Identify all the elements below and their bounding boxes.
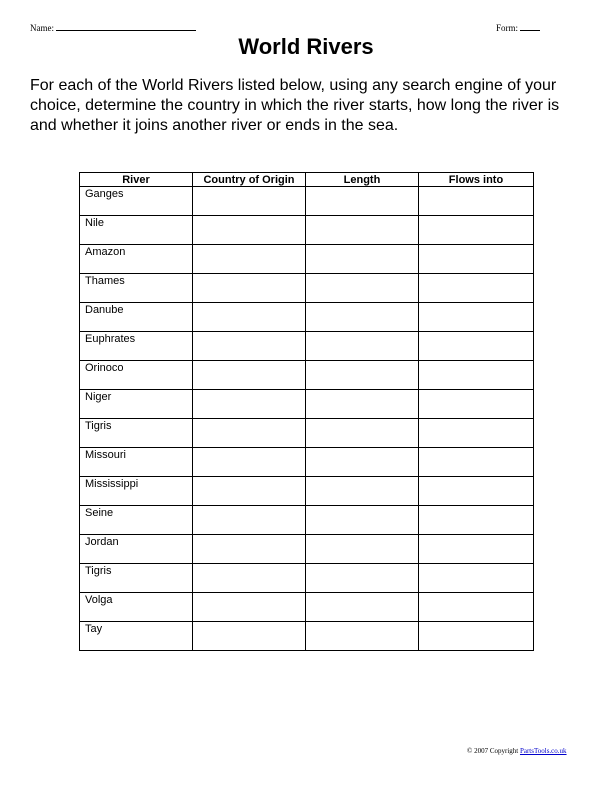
copyright-footer (467, 747, 567, 755)
column-header-river: River (80, 173, 193, 187)
country-cell[interactable] (193, 303, 306, 332)
country-cell[interactable] (193, 390, 306, 419)
river-name: Niger (80, 390, 193, 419)
table-row (80, 448, 534, 477)
length-cell[interactable] (306, 332, 419, 361)
length-cell[interactable] (306, 622, 419, 651)
name-label: Name: (30, 23, 54, 33)
instructions: For each of the World Rivers listed below, using any search engine of your choice, determine the country in which the river starts, how long the river is and whether it joins another river or ends in the sea. (30, 77, 560, 134)
country-cell[interactable] (193, 535, 306, 564)
length-cell[interactable] (306, 448, 419, 477)
river-name: Orinoco (80, 361, 193, 390)
table-row (80, 390, 534, 419)
flows-into-cell[interactable] (419, 477, 534, 506)
length-cell[interactable] (306, 593, 419, 622)
flows-into-cell[interactable] (419, 419, 534, 448)
table-row (80, 303, 534, 332)
name-field (30, 22, 196, 33)
country-cell[interactable] (193, 477, 306, 506)
length-cell[interactable] (306, 361, 419, 390)
length-cell[interactable] (306, 245, 419, 274)
flows-into-cell[interactable] (419, 593, 534, 622)
length-cell[interactable] (306, 564, 419, 593)
country-cell[interactable] (193, 622, 306, 651)
river-name: Missouri (80, 448, 193, 477)
rivers-table (79, 172, 534, 651)
flows-into-cell[interactable] (419, 622, 534, 651)
flows-into-cell[interactable] (419, 332, 534, 361)
length-cell[interactable] (306, 274, 419, 303)
country-cell[interactable] (193, 216, 306, 245)
river-name: Tigris (80, 564, 193, 593)
country-cell[interactable] (193, 361, 306, 390)
river-name: Nile (80, 216, 193, 245)
country-cell[interactable] (193, 419, 306, 448)
table-row (80, 216, 534, 245)
table-row (80, 564, 534, 593)
flows-into-cell[interactable] (419, 187, 534, 216)
table-row (80, 332, 534, 361)
river-name: Tigris (80, 419, 193, 448)
length-cell[interactable] (306, 535, 419, 564)
river-name: Ganges (80, 187, 193, 216)
form-blank[interactable] (520, 22, 540, 31)
site-link[interactable]: PartsTools.co.uk (519, 747, 567, 755)
column-header-flows-into: Flows into (419, 173, 534, 187)
table-row (80, 506, 534, 535)
flows-into-cell[interactable] (419, 564, 534, 593)
length-cell[interactable] (306, 477, 419, 506)
flows-into-cell[interactable] (419, 390, 534, 419)
table-row (80, 535, 534, 564)
flows-into-cell[interactable] (419, 245, 534, 274)
country-cell[interactable] (193, 332, 306, 361)
column-header-country-of-origin: Country of Origin (193, 173, 306, 187)
flows-into-cell[interactable] (419, 448, 534, 477)
flows-into-cell[interactable] (419, 274, 534, 303)
river-name: Jordan (80, 535, 193, 564)
river-name: Thames (80, 274, 193, 303)
river-name: Volga (80, 593, 193, 622)
country-cell[interactable] (193, 448, 306, 477)
flows-into-cell[interactable] (419, 361, 534, 390)
country-cell[interactable] (193, 593, 306, 622)
length-cell[interactable] (306, 187, 419, 216)
table-row (80, 274, 534, 303)
table-row (80, 622, 534, 651)
country-cell[interactable] (193, 274, 306, 303)
name-blank[interactable] (56, 22, 196, 31)
river-name: Seine (80, 506, 193, 535)
length-cell[interactable] (306, 506, 419, 535)
river-name: Danube (80, 303, 193, 332)
copyright-text: © 2007 Copyright (467, 747, 519, 755)
country-cell[interactable] (193, 187, 306, 216)
flows-into-cell[interactable] (419, 535, 534, 564)
form-field (496, 22, 540, 33)
flows-into-cell[interactable] (419, 216, 534, 245)
river-name: Euphrates (80, 332, 193, 361)
table-row (80, 187, 534, 216)
flows-into-cell[interactable] (419, 506, 534, 535)
length-cell[interactable] (306, 216, 419, 245)
page-title: World Rivers (238, 34, 374, 59)
flows-into-cell[interactable] (419, 303, 534, 332)
country-cell[interactable] (193, 564, 306, 593)
length-cell[interactable] (306, 303, 419, 332)
length-cell[interactable] (306, 390, 419, 419)
table-header-row (80, 173, 534, 187)
form-label: Form: (496, 23, 519, 33)
table-row (80, 245, 534, 274)
table-row (80, 477, 534, 506)
country-cell[interactable] (193, 245, 306, 274)
river-name: Mississippi (80, 477, 193, 506)
river-name: Amazon (80, 245, 193, 274)
column-header-length: Length (306, 173, 419, 187)
table-row (80, 419, 534, 448)
length-cell[interactable] (306, 419, 419, 448)
table-row (80, 593, 534, 622)
river-name: Tay (80, 622, 193, 651)
country-cell[interactable] (193, 506, 306, 535)
table-row (80, 361, 534, 390)
